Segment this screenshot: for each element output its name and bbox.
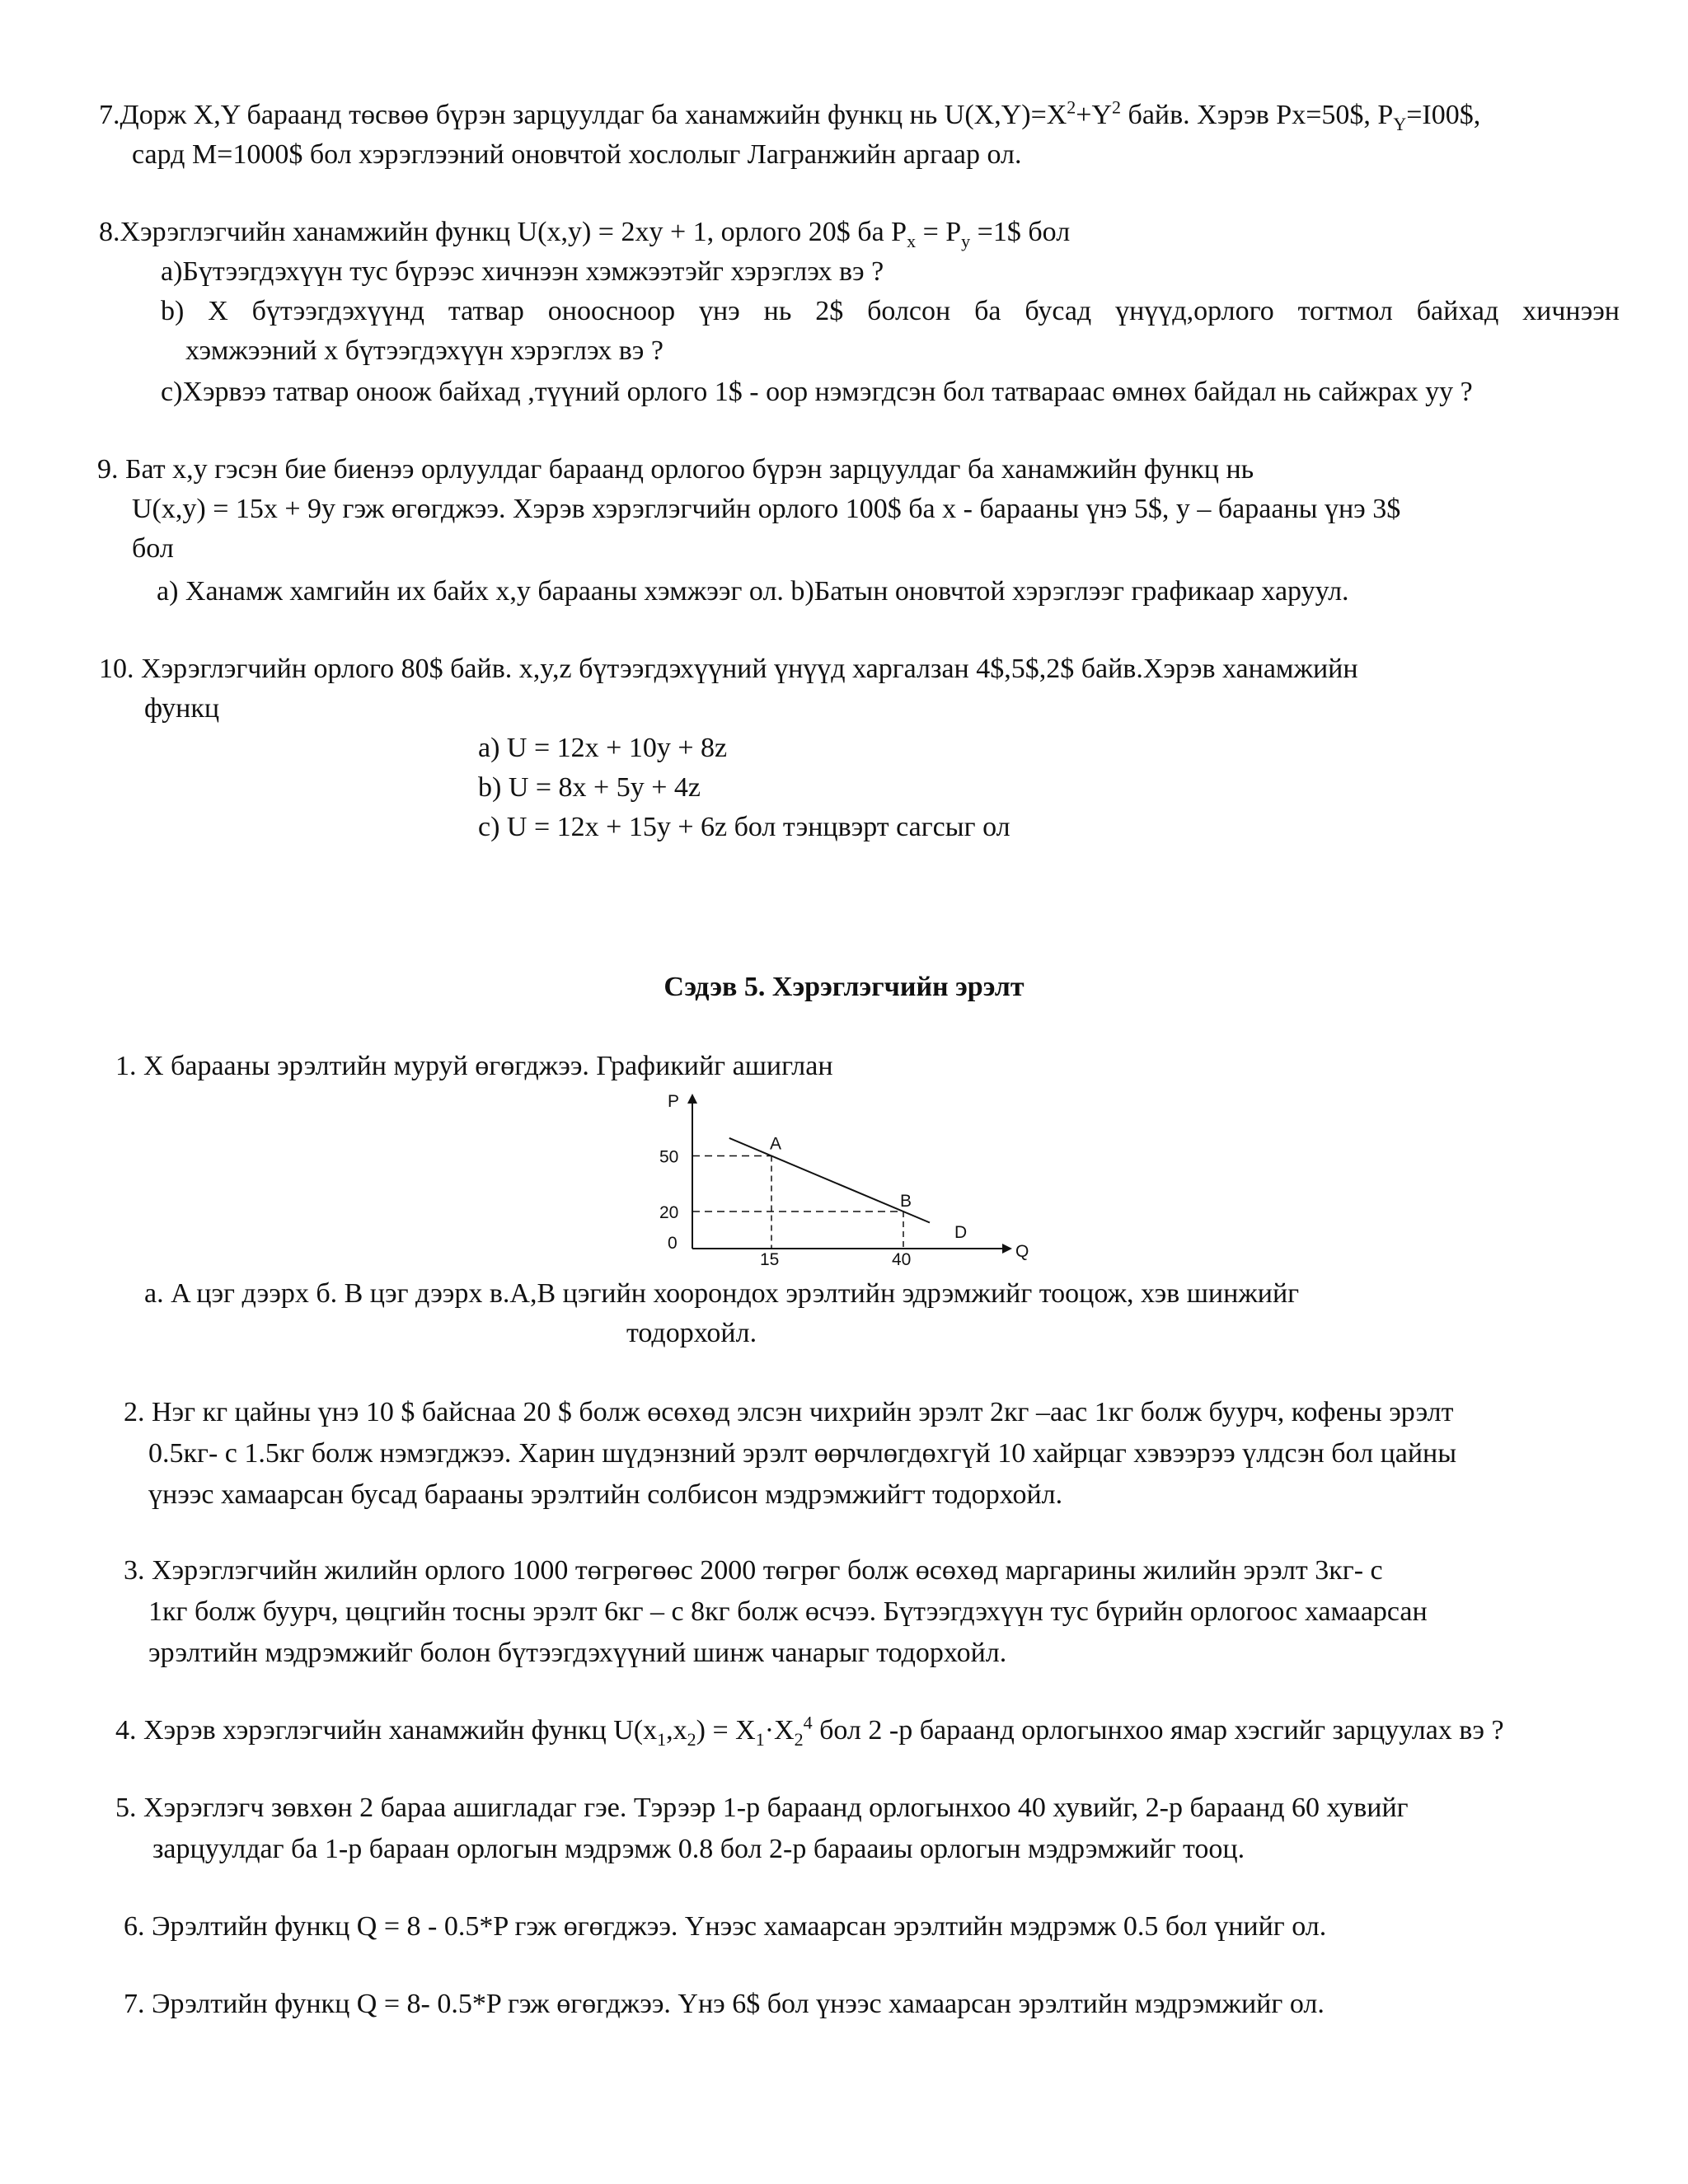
y-axis-arrow-icon <box>687 1094 697 1104</box>
topic-5-heading: Сэдэв 5. Хэрэглэгчийн эрэлт <box>663 972 1025 1002</box>
topic5-problem-5-line-2: зарцуулдаг ба 1-р бараан орлогын мэдрэмж 0.8 бол 2-р бараaиы орлогын мэдрэмжийг тооц. <box>152 1834 1245 1864</box>
problem-8-c: c)Хэрвээ татвар оноож байхад ,түүний орлого 1$ - оор нэмэгдсэн бол татвараас өмнөх байдал нь сайжрах уу ? <box>161 377 1473 407</box>
problem-10-line-2: функц <box>144 693 220 724</box>
x-axis-arrow-icon <box>1002 1244 1012 1254</box>
demand-curve-graph <box>643 1092 1030 1265</box>
x-tick-15: 15 <box>760 1250 780 1265</box>
point-a-label: A <box>770 1134 782 1154</box>
x-tick-40: 40 <box>892 1250 912 1265</box>
topic5-problem-3-line-2: 1кг болж буурч, цөцгийн тосны эрэлт 6кг – с 8кг болж өсчээ. Бүтээгдэхүүн тус бүрийн орлогоос хамаарсан <box>148 1596 1428 1627</box>
problem-8-b-line-1: b) X бүтээгдэхүүнд татвар оноосноор үнэ нь 2$ болсон ба бусад үнүүд,орлого тогтмол байхад хичнээн <box>161 296 1620 326</box>
problem-9-line-2: U(x,y) = 15x + 9y гэж өгөгджээ. Хэрэв хэрэглэгчийн орлого 100$ ба x - барааны үнэ 5$, y – барааны үнэ 3$ <box>132 494 1401 524</box>
topic5-problem-1-sub-line-2: тодорхойл. <box>626 1318 757 1348</box>
problem-7-line-1: 7.Дорж X,Y бараанд төсвөө бүрэн зарцуулдаг ба ханамжийн функц нь $U(X,Y)=X^2+Y^2$ байв. Хэрэв Px=50$, $P_Y=I00\$$, <box>99 96 1481 134</box>
topic5-problem-1-sub-line-1: а. A цэг дээрх б. B цэг дээрх в.A,B цэгийн хоорондох эрэлтийн эдрэмжийг тооцож, хэв шинжийг <box>144 1278 1300 1309</box>
problem-10-line-1: 10. Хэрэглэгчийн орлого 80$ байв. x,y,z бүтээгдэхүүний үнүүд харгалзан 4$,5$,2$ байв.Хэрэв ханамжийн <box>99 654 1358 684</box>
problem-8-b-line-2: хэмжээний x бүтээгдэхүүн хэрэглэх вэ ? <box>185 335 663 366</box>
topic5-problem-7: 7. Эрэлтийн функц Q = 8- 0.5*P гэж өгөгджээ. Үнэ 6$ бол үнээс хамаарсан эрэлтийн мэдрэмжийг ол. <box>124 1989 1325 2019</box>
problem-7-line-2: сард M=1000$ бол хэрэглээний оновчтой хослолыг Лагранжийн аргаар ол. <box>132 139 1022 170</box>
problem-10-c: c) U = 12x + 15y + 6z бол тэнцвэрт сагсыг ол <box>478 812 1010 842</box>
topic5-problem-4: 4. Хэрэв хэрэглэгчийн ханамжийн функц $U(x_1,x_2) = X_1\cdot X_2^4$ бол 2 -р бараанд орлогынхоо ямар хэсгийг зарцуулах вэ ? <box>115 1712 1504 1750</box>
problem-9-line-1: 9. Бат x,y гэсэн бие биенээ орлуулдаг бараанд орлогоо бүрэн зарцуулдаг ба ханамжийн функц нь <box>97 454 1254 485</box>
origin-label: 0 <box>668 1234 678 1253</box>
problem-10-a: a) U = 12x + 10y + 8z <box>478 733 728 763</box>
topic5-problem-3-line-3: эрэлтийн мэдрэмжийг болон бүтээгдэхүүний шинж чанарыг тодорхойл. <box>148 1638 1007 1668</box>
problem-8-a: а)Бүтээгдэхүүн тус бүрээс хичнээн хэмжээтэйг хэрэглэх вэ ? <box>161 256 884 287</box>
problem-9-line-3: бол <box>132 533 174 564</box>
problem-9-a: а) Ханамж хамгийн их байх x,y барааны хэмжээг ол. b)Батын оновчтой хэрэглээг графикаар харуул. <box>157 576 1349 607</box>
topic5-problem-6: 6. Эрэлтийн функц Q = 8 - 0.5*P гэж өгөгджээ. Үнээс хамаарсан эрэлтийн мэдрэмж 0.5 бол үнийг ол. <box>124 1911 1327 1942</box>
y-tick-20: 20 <box>659 1203 679 1222</box>
problem-10-b: b) U = 8x + 5y + 4z <box>478 772 701 803</box>
y-tick-50: 50 <box>659 1147 679 1167</box>
topic5-problem-2-line-2: 0.5кг- с 1.5кг болж нэмэгджээ. Харин шүдэнзний эрэлт өөрчлөгдөхгүй 10 хайрцаг хэвээрээ үлдсэн бол цайны <box>148 1438 1457 1469</box>
problem-8-line-1: 8.Хэрэглэгчийн ханамжийн функц U(x,y) = 2xy + 1, орлого 20$ ба $P_x = P_y$ =1$ бол <box>99 217 1071 251</box>
topic5-problem-2-line-1: 2. Нэг кг цайны үнэ 10 $ байснаа 20 $ болж өсөхөд элсэн чихрийн эрэлт 2кг –аас 1кг болж буурч, кофены эрэлт <box>124 1397 1454 1427</box>
demand-curve-label: D <box>954 1223 968 1242</box>
y-axis-label: P <box>668 1092 680 1111</box>
topic5-problem-5-line-1: 5. Хэрэглэгч зөвхөн 2 бараа ашигладаг гэе. Тэрээр 1-р бараанд орлогынхоо 40 хувийг, 2-р бараанд 60 хувийг <box>115 1793 1409 1823</box>
x-axis-label: Q <box>1015 1242 1029 1261</box>
topic5-problem-1: 1. X барааны эрэлтийн муруй өгөгджээ. Графикийг ашиглан <box>115 1051 833 1081</box>
topic5-problem-3-line-1: 3. Хэрэглэгчийн жилийн орлого 1000 төгрөгөөс 2000 төгрөг болж өсөхөд маргарины жилийн эрэлт 3кг- с <box>124 1555 1383 1586</box>
topic5-problem-2-line-3: үнээс хамаарсан бусад барааны эрэлтийн солбисон мэдрэмжийгт тодорхойл. <box>148 1479 1063 1510</box>
point-b-label: B <box>900 1192 912 1211</box>
